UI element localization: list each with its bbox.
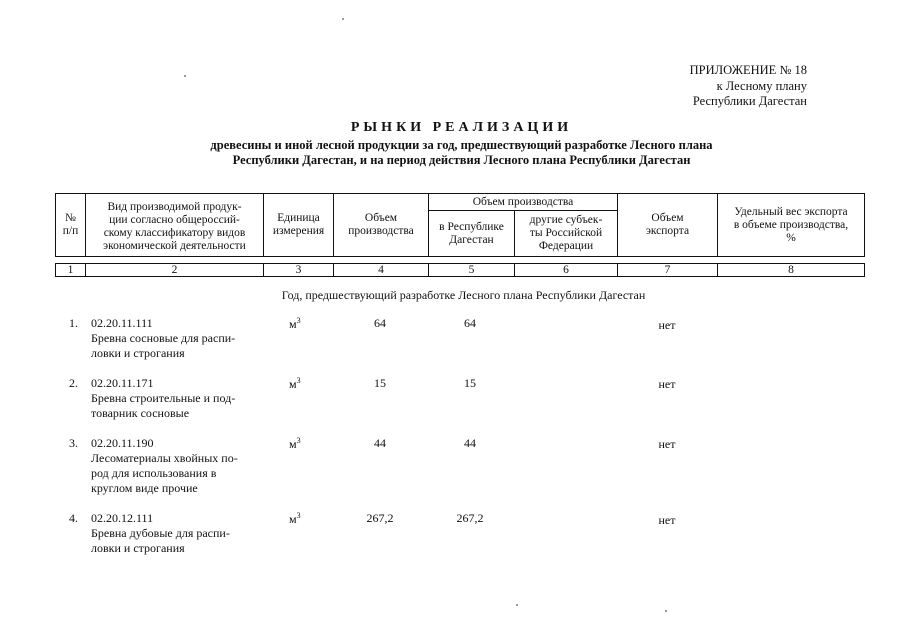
scan-speck — [516, 604, 518, 606]
header-volume: Объем производства — [334, 194, 429, 257]
volume-cell: 64 — [374, 316, 386, 330]
product-cell — [91, 436, 261, 496]
colnum-3: 3 — [264, 264, 334, 277]
row-number: 4. — [69, 511, 78, 525]
product-name-line: товарник сосновые — [91, 406, 190, 420]
section-title: Год, предшествующий разработке Лесного плана Республики Дагестан — [281, 288, 646, 302]
document-subtitle — [18, 138, 905, 168]
subtitle-line-1: древесины и иной лесной продукции за год, предшествующий разработке Лесного плана — [210, 138, 713, 152]
unit-cell: $м^3$ — [289, 376, 301, 391]
product-cell — [91, 511, 261, 556]
table-header — [55, 193, 865, 277]
product-code: 02.20.11.171 — [91, 376, 154, 390]
header-spacer — [56, 257, 865, 264]
scan-speck — [342, 18, 344, 20]
product-name-line: Бревна строительные и под- — [91, 391, 236, 405]
product-cell — [91, 376, 261, 421]
product-cell — [91, 316, 261, 361]
product-name-line: ловки и строгания — [91, 541, 185, 555]
in-republic-cell: 267,2 — [456, 511, 484, 525]
volume-cell: 267,2 — [366, 511, 394, 525]
subtitle-line-2: Республики Дагестан, и на период действия Лесного плана Республики Дагестан — [232, 153, 691, 167]
appendix-header — [690, 63, 807, 110]
header-product-type: Вид производимой продук- ции согласно общероссий- скому классификатору видов экономической деятельности — [86, 194, 264, 257]
colnum-4: 4 — [334, 264, 429, 277]
document-title: РЫНКИ РЕАЛИЗАЦИИ — [350, 120, 573, 135]
appendix-region: Республики Дагестан — [692, 94, 807, 108]
volume-cell: 15 — [374, 376, 386, 390]
row-number: 1. — [69, 316, 78, 330]
colnum-2: 2 — [86, 264, 264, 277]
product-code: 02.20.12.111 — [91, 511, 154, 525]
volume-cell: 44 — [374, 436, 386, 450]
export-cell: нет — [658, 318, 676, 332]
scan-speck — [184, 75, 186, 77]
colnum-5: 5 — [429, 264, 515, 277]
unit-cell: $м^3$ — [289, 436, 301, 451]
in-republic-cell: 15 — [464, 376, 476, 390]
appendix-plan-ref: к Лесному плану — [716, 78, 807, 93]
product-code: 02.20.11.111 — [91, 316, 153, 330]
appendix-number: ПРИЛОЖЕНИЕ № 18 — [689, 63, 807, 77]
header-num: № п/п — [56, 194, 86, 257]
product-name-line: Лесоматериалы хвойных по- — [91, 451, 238, 465]
row-number: 2. — [69, 376, 78, 390]
header-export-share: Удельный вес экспорта в объеме производства, % — [718, 194, 865, 257]
row-number: 3. — [69, 436, 78, 450]
in-republic-cell: 44 — [464, 436, 476, 450]
product-code: 02.20.11.190 — [91, 436, 154, 450]
header-in-republic: в Республике Дагестан — [429, 211, 515, 257]
colnum-8: 8 — [718, 264, 865, 277]
unit-cell: $м^3$ — [289, 316, 301, 331]
product-name-line: ловки и строгания — [91, 346, 185, 360]
export-cell: нет — [658, 513, 676, 527]
scan-speck — [665, 610, 667, 612]
header-other-subjects: другие субъек- ты Российской Федерации — [515, 211, 618, 257]
product-name-line: Бревна сосновые для распи- — [91, 331, 236, 345]
colnum-1: 1 — [56, 264, 86, 277]
header-unit: Единица измерения — [264, 194, 334, 257]
export-cell: нет — [658, 437, 676, 451]
in-republic-cell: 64 — [464, 316, 476, 330]
header-export: Объем экспорта — [618, 194, 718, 257]
unit-cell: $м^3$ — [289, 511, 301, 526]
colnum-6: 6 — [515, 264, 618, 277]
header-production-group: Объем производства — [429, 194, 618, 211]
product-name-line: род для использования в — [91, 466, 217, 480]
product-name-line: круглом виде прочие — [91, 481, 198, 495]
document-title-block — [0, 120, 905, 168]
product-name-line: Бревна дубовые для распи- — [91, 526, 230, 540]
colnum-7: 7 — [618, 264, 718, 277]
export-cell: нет — [658, 377, 676, 391]
